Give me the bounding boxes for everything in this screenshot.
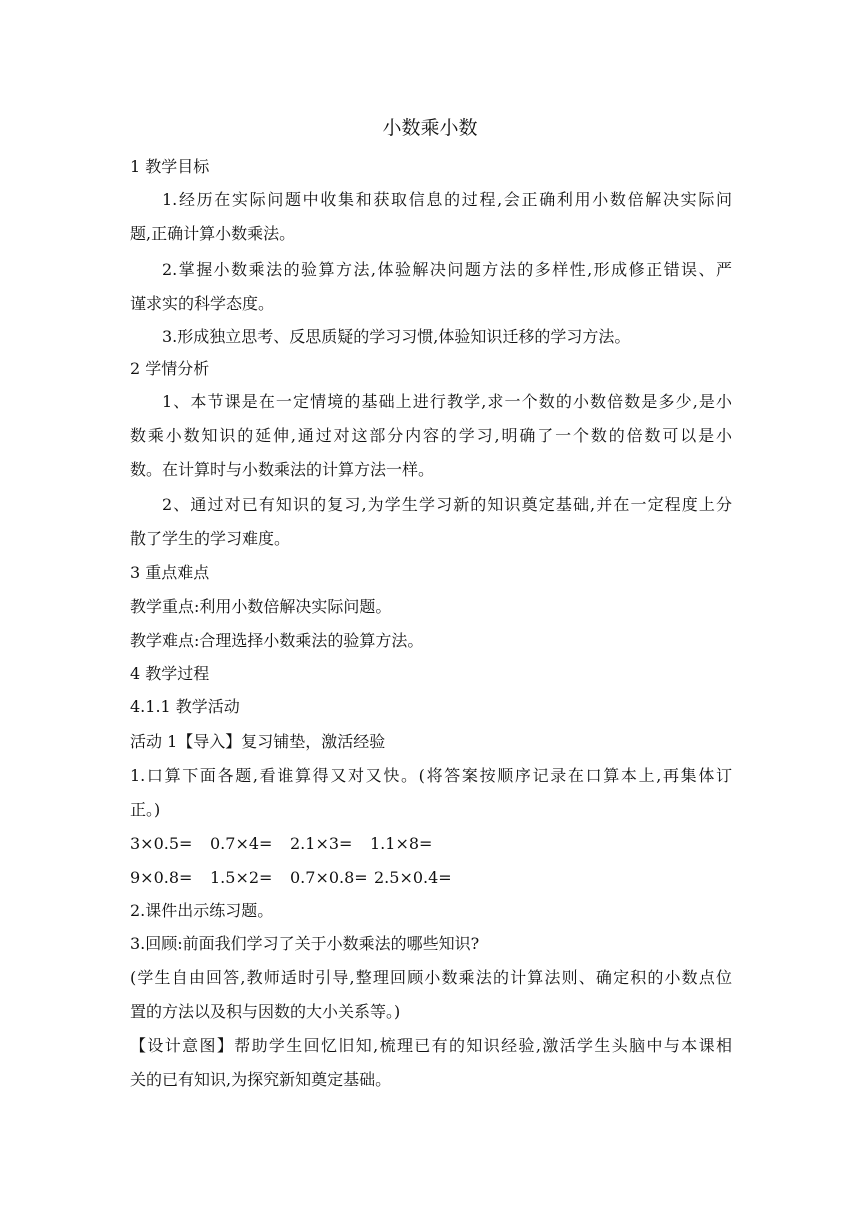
- analysis-2-line-2: 散了学生的学习难度。: [130, 529, 291, 548]
- calc-item: 0.7×4=: [210, 834, 273, 853]
- step-1-line-2: 正。): [130, 800, 161, 819]
- difficulty-text: 教学难点:合理选择小数乘法的验算方法。: [130, 631, 424, 650]
- analysis-2-line-1: 2、通过对已有知识的复习,为学生学习新的知识奠定基础,并在一定程度上分: [162, 495, 732, 514]
- objective-3-line-1: 3.形成独立思考、反思质疑的学习习惯,体验知识迁移的学习方法。: [162, 327, 631, 346]
- page-title: 小数乘小数: [382, 117, 478, 139]
- section-heading-key-points: 3 重点难点: [130, 563, 210, 582]
- step-3-text: 3.回顾:前面我们学习了关于小数乘法的哪些知识?: [130, 934, 480, 953]
- section-heading-process: 4 教学过程: [130, 664, 210, 683]
- analysis-1-line-2: 数乘小数知识的延伸,通过对这部分内容的学习,明确了一个数的倍数可以是小: [130, 426, 732, 445]
- section-heading-objectives: 1 教学目标: [130, 157, 210, 176]
- calc-item: 2.1×3=: [290, 834, 353, 853]
- key-point-text: 教学重点:利用小数倍解决实际问题。: [130, 597, 392, 616]
- objective-2-line-1: 2.掌握小数乘法的验算方法,体验解决问题方法的多样性,形成修正错误、严: [162, 260, 732, 279]
- calc-item: 2.5×0.4=: [374, 868, 452, 887]
- analysis-1-line-1: 1、本节课是在一定情境的基础上进行教学,求一个数的小数倍数是多少,是小: [162, 392, 732, 411]
- step-2-text: 2.课件出示练习题。: [130, 901, 274, 920]
- calc-item: 1.1×8=: [370, 834, 433, 853]
- calc-item: 0.7×0.8=: [290, 868, 368, 887]
- objective-1-line-1: 1.经历在实际问题中收集和获取信息的过程,会正确利用小数倍解决实际问: [162, 190, 732, 209]
- step-3-note-line-1: (学生自由回答,教师适时引导,整理回顾小数乘法的计算法则、确定积的小数点位: [130, 968, 732, 987]
- activity-1-heading: 活动 1【导入】复习铺垫，激活经验: [130, 732, 386, 751]
- design-intent-line-1: 【设计意图】帮助学生回忆旧知,梳理已有的知识经验,激活学生头脑中与本课相: [130, 1036, 732, 1055]
- subsection-heading-activities: 4.1.1 教学活动: [130, 697, 240, 716]
- calc-row-2: [130, 868, 732, 888]
- analysis-1-line-3: 数。在计算时与小数乘法的计算方法一样。: [130, 460, 435, 479]
- calc-item: 3×0.5=: [130, 834, 193, 853]
- objective-1-line-2: 题,正确计算小数乘法。: [130, 224, 296, 243]
- objective-2-line-2: 谨求实的科学态度。: [130, 294, 275, 313]
- step-1-line-1: 1.口算下面各题,看谁算得又对又快。(将答案按顺序记录在口算本上,再集体订: [130, 766, 732, 785]
- calc-row-1: [130, 834, 732, 854]
- calc-item: 1.5×2=: [210, 868, 273, 887]
- design-intent-line-2: 关的已有知识,为探究新知奠定基础。: [130, 1070, 392, 1089]
- calc-item: 9×0.8=: [130, 868, 193, 887]
- step-3-note-line-2: 置的方法以及积与因数的大小关系等。): [130, 1002, 401, 1021]
- section-heading-analysis: 2 学情分析: [130, 359, 210, 378]
